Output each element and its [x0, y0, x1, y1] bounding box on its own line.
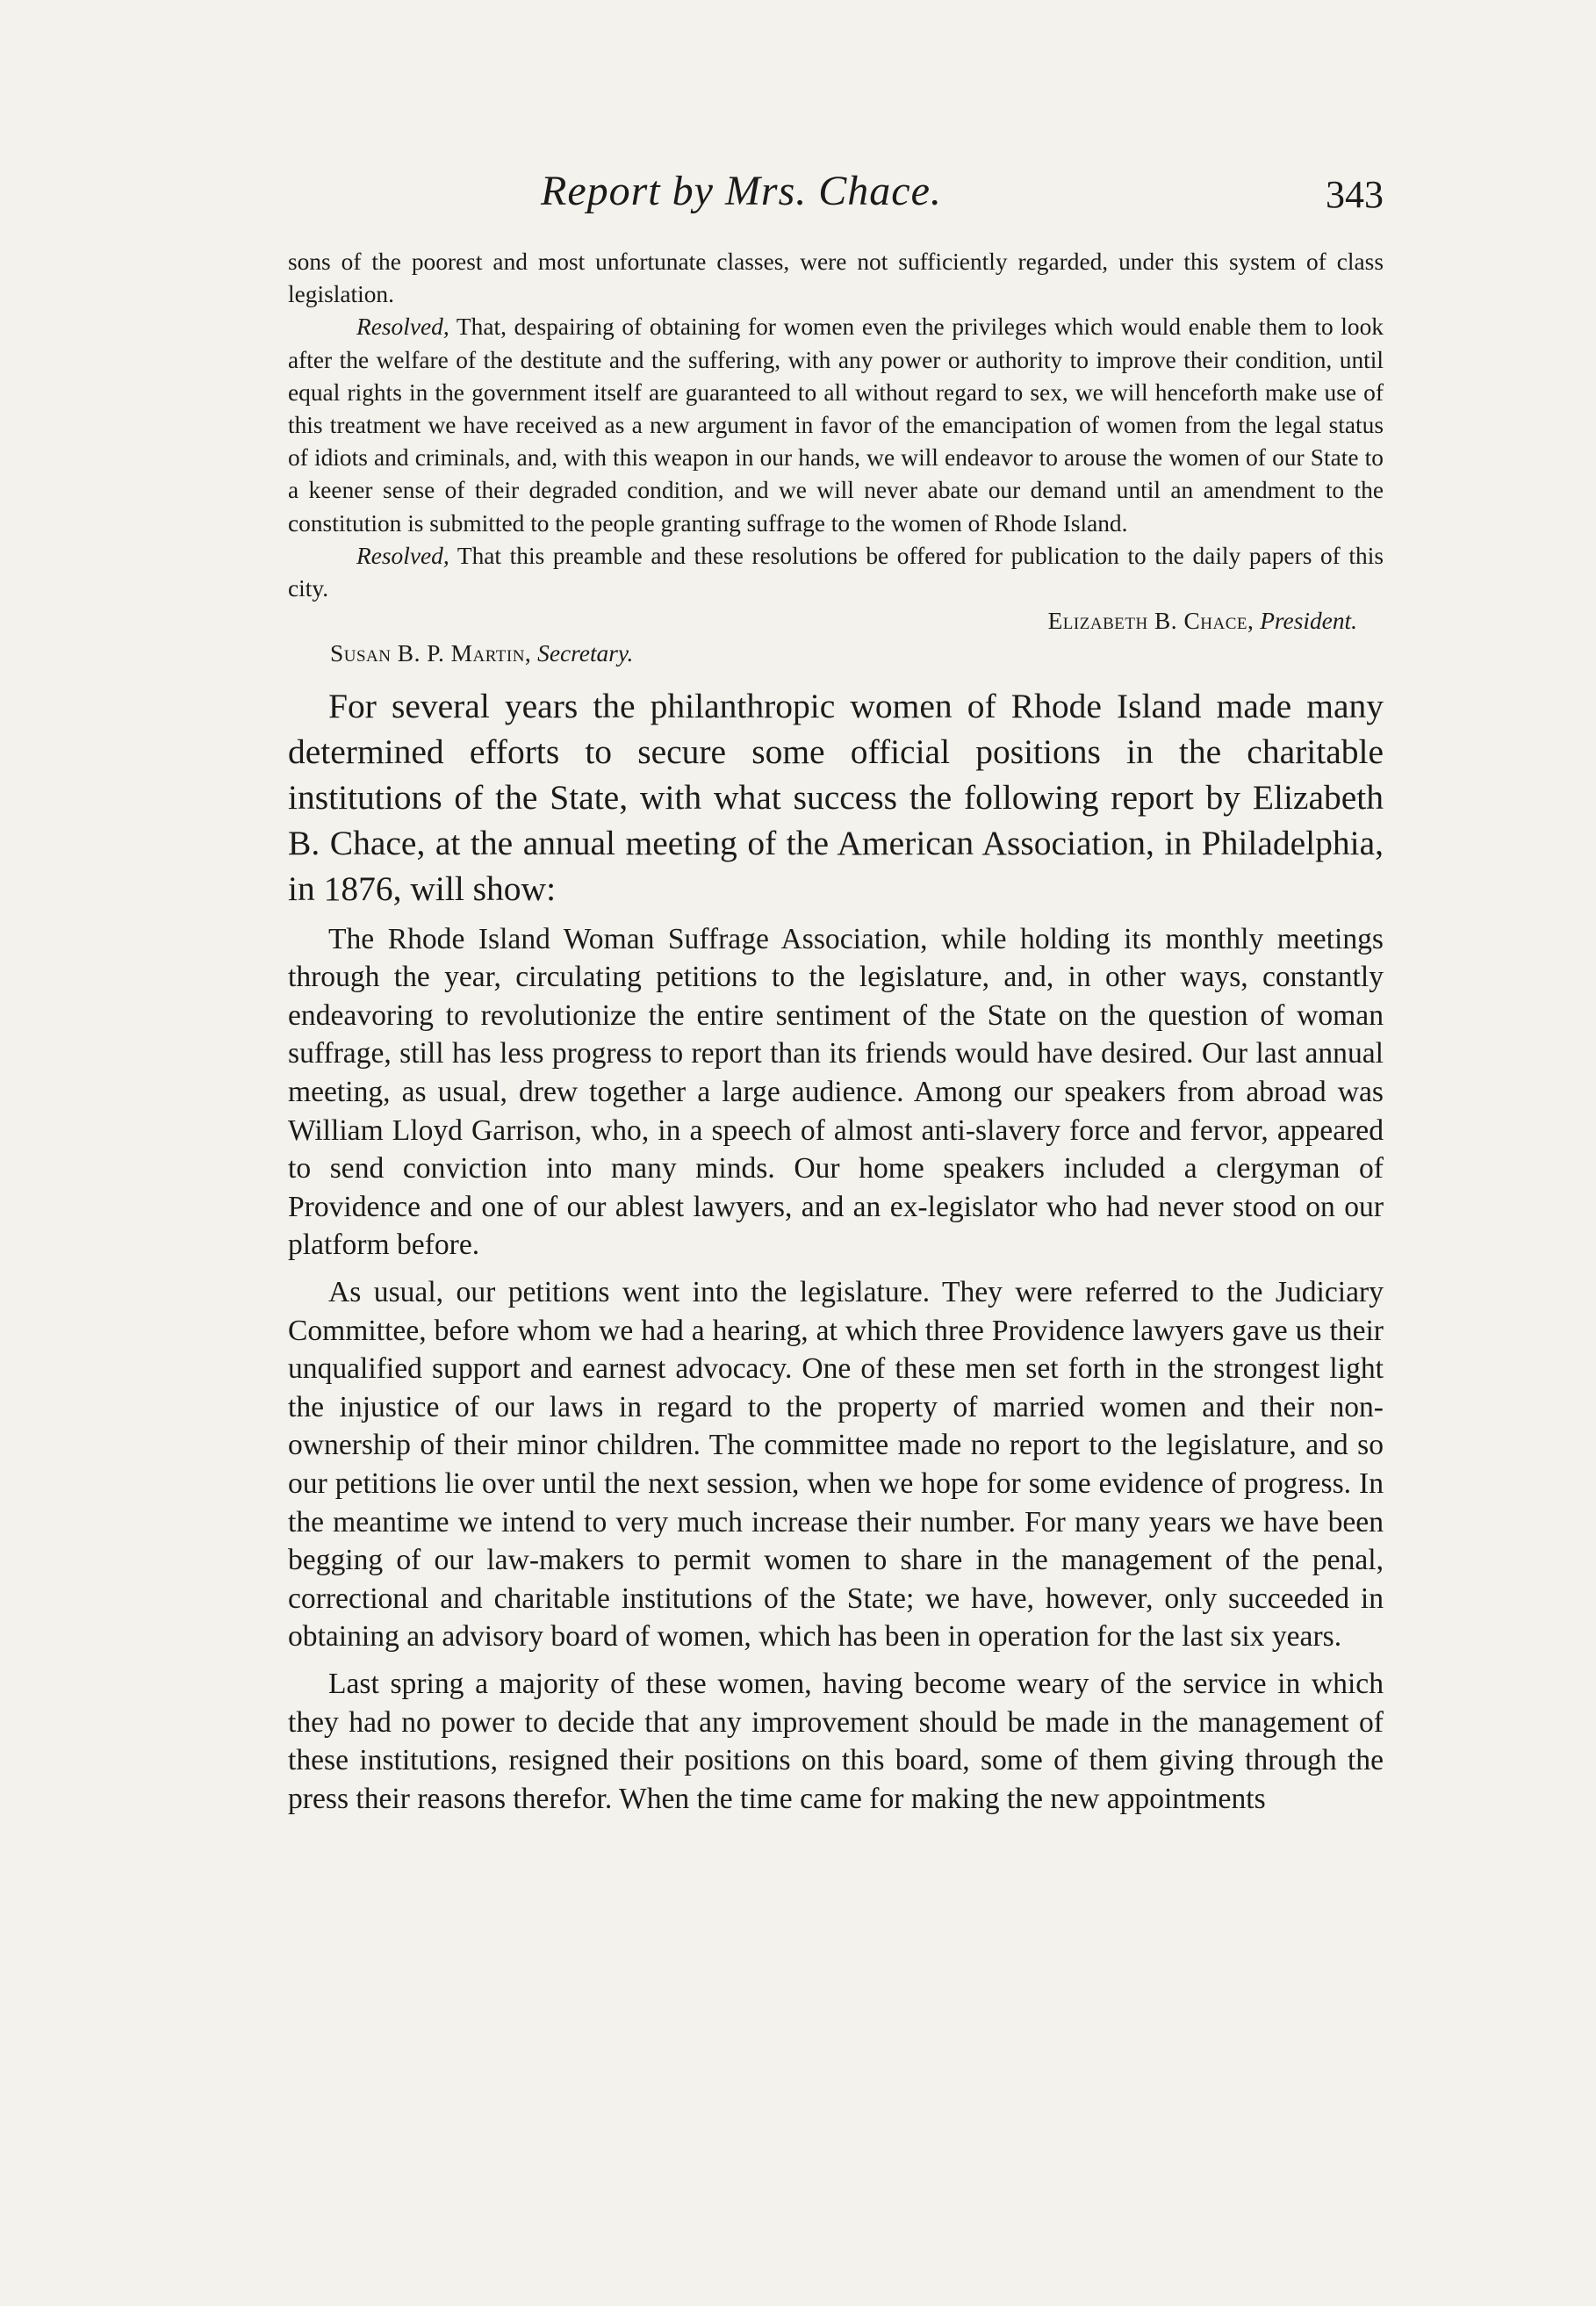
report-paragraph: Last spring a majority of these women, having become weary of the service in which they had no power to decide that any improvement should be made in the management of these institutions, resigned their positions on this board, some of them giving through the press their reasons therefor. When the time came for making the new appointments [288, 1667, 1384, 1815]
resolution-paragraph [288, 540, 1384, 605]
page-number: 343 [1326, 173, 1384, 216]
resolution-text: That this preamble and these resolutions be offered for publication to the daily papers of this city. [288, 542, 1384, 602]
secretary-name: Susan B. P. Martin, [330, 640, 532, 667]
resolution-text: That, despairing of obtaining for women even the privileges which would enable them to look after the welfare of the destitute and the suffering, with any power or authority to improve their condition, until equal rights in the government itself are guaranteed to all without regard to sex, we will henceforth make use of this treatment we have received as a new argument in favor of the emancipation of women from the legal status of idiots and criminals, and, with this weapon in our hands, we will endeavor to arouse the women of our State to a keener sense of their degraded condition, and we will never abate our demand until an amendment to the constitution is submitted to the people granting suffrage to the women of Rhode Island. [288, 313, 1384, 537]
resolved-label: Resolved, [356, 313, 449, 341]
report-block [288, 920, 1384, 1819]
intro-block [288, 683, 1384, 912]
president-signature [1048, 605, 1357, 638]
report-paragraph: The Rhode Island Woman Suffrage Association, while holding its monthly meetings through the year, circulating petitions to the legislature, and, in other ways, constantly endeavoring to revolutionize the entire sentiment of the State on the question of woman suffrage, still has less progress to report than its friends would have desired. Our last annual meeting, as usual, drew together a large audience. Among our speakers from abroad was William Lloyd Garrison, who, in a speech of almost anti-slavery force and fervor, appeared to send conviction into many minds. Our home speakers included a clergyman of Providence and one of our ablest lawyers, and an ex-legislator who had never stood on our platform before. [288, 922, 1384, 1262]
resolved-label: Resolved, [356, 542, 449, 569]
intro-paragraph: For several years the philanthropic women of Rhode Island made many determined efforts to secure some official positions in the charitable institutions of the State, with what success the following report by Elizabeth B. Chace, at the annual meeting of the American Association, in Philadelphia, in 1876, will show: [288, 686, 1384, 908]
president-title: President. [1260, 608, 1357, 635]
running-title: Report by Mrs. Chace. [541, 168, 942, 214]
resolution-continuation: sons of the poorest and most unfortunate classes, were not sufficiently regarded, under this system of class legislation. [288, 249, 1384, 308]
secretary-signature [288, 638, 1384, 670]
resolutions-block [288, 246, 1384, 671]
president-name: Elizabeth B. Chace, [1047, 608, 1255, 635]
report-paragraph: As usual, our petitions went into the legislature. They were referred to the Judiciary Committee, before whom we had a hearing, at which three Providence lawyers gave us their unqualified support and earnest advocacy. One of these men set forth in the strongest light the injustice of our laws in regard to the property of married women and their non-ownership of their minor children. The committee made no report to the legislature, and so our petitions lie over until the next session, when we hope for some evidence of progress. In the meantime we intend to very much increase their number. For many years we have been begging of our law-makers to permit women to share in the management of the penal, correctional and charitable institutions of the State; we have, however, only succeeded in obtaining an advisory board of women, which has been in operation for the last six years. [288, 1275, 1384, 1654]
secretary-title: Secretary. [537, 640, 634, 667]
book-page [288, 167, 1384, 1827]
signature-line [288, 605, 1384, 638]
running-head [288, 167, 1384, 246]
resolution-paragraph [288, 311, 1384, 539]
